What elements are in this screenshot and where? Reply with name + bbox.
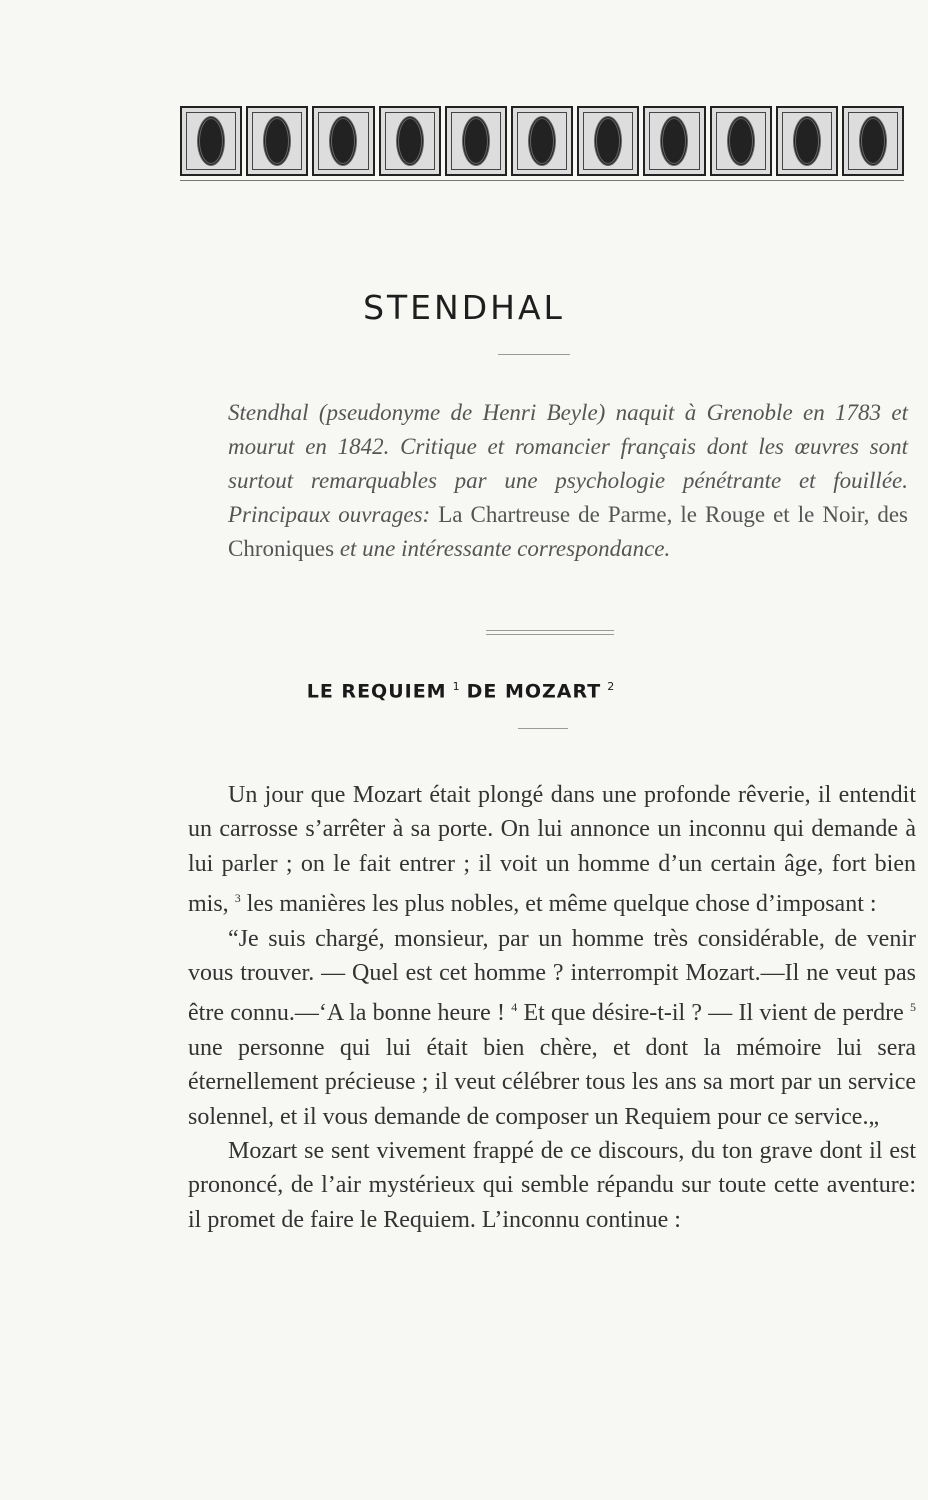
ornament-tile [643, 106, 705, 176]
paragraph-3: Mozart se sent vivement frappé de ce discours, du ton grave dont il est prononcé, de l’air mystérieux qui semble répandu sur toute cette aventure: il promet de faire le Requiem. L’inconnu continue : [188, 1138, 916, 1233]
ornament-tile [776, 106, 838, 176]
header-divider [180, 180, 904, 181]
footnote-ref-1: 1 [452, 680, 461, 693]
ornament-oval-icon [329, 116, 357, 166]
footnote-ref-2: 2 [607, 680, 616, 693]
footnote-ref-3: 3 [234, 891, 241, 906]
bio-divider-second [486, 634, 614, 635]
ornament-tile [577, 106, 639, 176]
ornament-oval-icon [396, 116, 424, 166]
ornament-tile [842, 106, 904, 176]
ornament-tile [445, 106, 507, 176]
ornament-tile [180, 106, 242, 176]
main-text [188, 778, 916, 1237]
paragraph-2 [188, 922, 916, 1134]
ornament-tile [710, 106, 772, 176]
paragraph-1-text-b: les manières les plus nobles, et même quelque chose d’imposant : [246, 891, 877, 918]
author-biography [228, 396, 908, 566]
section-heading [0, 680, 928, 702]
ornament-oval-icon [859, 116, 887, 166]
paragraph-1-text-a: Un jour que Mozart était plongé dans une profonde rêverie, il entendit un carrosse s’arrêter à sa porte. On lui annonce un inconnu qui demande à lui parler ; on le fait entrer ; il voit un homme d’un certain âge, fort bien mis, [188, 782, 916, 918]
paragraph-2-text-a: “Je suis chargé, monsieur, par un homme très considérable, de venir vous trouver. — Quel est cet homme ? interrompit Mozart.—Il ne veut pas être connu.—‘A la bonne heure ! [188, 925, 916, 1027]
decorative-header-band [180, 106, 904, 176]
author-title: STENDHAL [363, 288, 565, 327]
heading-text-a: LE REQUIEM [306, 680, 447, 703]
ornament-tile [312, 106, 374, 176]
bio-intro: Stendhal (pseudonyme de Henri Beyle) naquit à Grenoble en 1783 et mourut en 1842. Critique et romancier français dont les œuvres sont surtout remarquables par une psychologie pénétrante et fouillée. Principaux ouvrages: [228, 400, 908, 527]
footnote-ref-4: 4 [511, 1000, 518, 1015]
bio-outro: et une intéressante correspondance. [339, 536, 671, 561]
bio-divider [486, 630, 614, 631]
bio-works: La Chartreuse de Parme, le Rouge et le Noir, des Chroniques [228, 502, 909, 561]
ornament-oval-icon [528, 116, 556, 166]
ornament-oval-icon [462, 116, 490, 166]
paragraph-2-text-b: Et que désire-t-il ? — Il vient de perdre [523, 1000, 904, 1027]
paragraph-1 [188, 778, 916, 922]
heading-divider [518, 728, 568, 729]
paragraph-2-text-c: une personne qui lui était bien chère, et dont la mémoire lui sera éternellement précieuse ; il veut célébrer tous les ans sa mort par un service solennel, et il vous demande de composer un Requiem pour ce service.„ [188, 1034, 916, 1130]
footnote-ref-5: 5 [910, 1000, 917, 1015]
ornament-tile [379, 106, 441, 176]
heading-text-b: DE MOZART [466, 680, 602, 703]
title-divider [498, 354, 570, 355]
ornament-oval-icon [660, 116, 688, 166]
ornament-oval-icon [594, 116, 622, 166]
ornament-oval-icon [197, 116, 225, 166]
ornament-oval-icon [793, 116, 821, 166]
ornament-oval-icon [263, 116, 291, 166]
ornament-tile [246, 106, 308, 176]
ornament-tile [511, 106, 573, 176]
ornament-oval-icon [727, 116, 755, 166]
